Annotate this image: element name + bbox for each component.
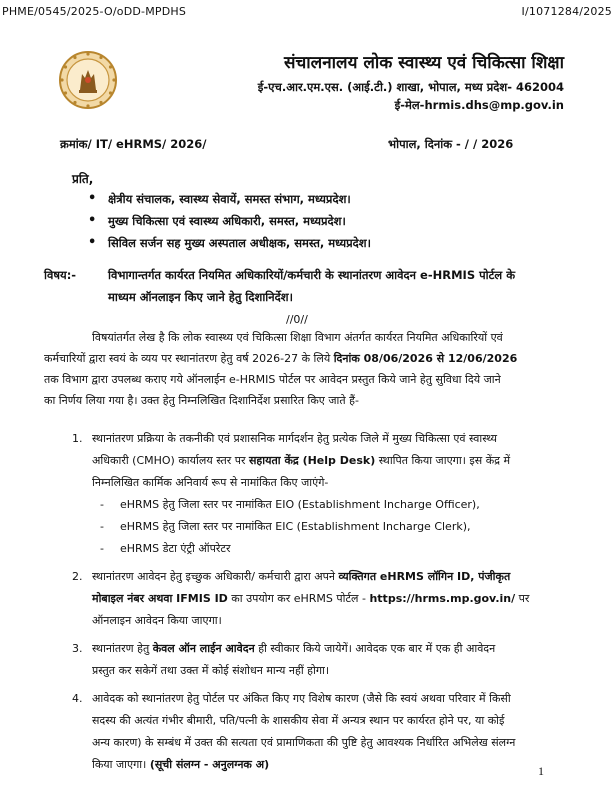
guideline-line: किया जाएगा। (सूची संलग्न - अनुलग्नक अ): [92, 758, 270, 771]
nominated-staff-item: - eHRMS हेतु जिला स्तर पर नामांकित EIC (Establishment Incharge Clerk),: [100, 520, 471, 533]
subject-line: माध्यम ऑनलाइन किए जाने हेतु दिशानिर्देश।: [108, 290, 293, 304]
guideline-line: 4. आवेदक को स्थानांतरण हेतु पोर्टल पर अंकित किए गए विशेष कारण (जैसे कि स्वयं अथवा परिवार में किसी: [92, 688, 529, 710]
guideline-line: अधिकारी (CMHO) कार्यालय स्तर पर सहायता केंद्र (Help Desk) स्थापित किया जाएगा। इस केंद्र में: [92, 454, 511, 467]
intro-paragraph-line: कर्मचारियों द्वारा स्वयं के व्यय पर स्थानांतरण हेतु वर्ष 2026-27 के लिये दिनांक 08/06/2026 से 12/06/2026: [44, 352, 518, 365]
nominated-staff-item: - eHRMS डेटा एंट्री ऑपरेटर: [100, 542, 231, 555]
place-and-date: भोपाल, दिनांक - / / 2026: [388, 137, 514, 151]
guideline-line: 1. स्थानांतरण प्रक्रिया के तकनीकी एवं प्रशासनिक मार्गदर्शन हेतु प्रत्येक जिले में मुख्य चिकित्सा एवं स्वास्थ्य: [92, 428, 529, 450]
guideline-number: 2.: [72, 570, 83, 583]
government-emblem-logo: [58, 50, 118, 110]
recipient-item: • सिविल सर्जन सह मुख्य अस्पताल अधीक्षक, समस्त, मध्यप्रदेश।: [88, 232, 371, 254]
page-number: 1: [538, 764, 544, 778]
guideline-line: 2. स्थानांतरण आवेदन हेतु इच्छुक अधिकारी/ कर्मचारी द्वारा अपने व्यक्तिगत eHRMS लॉगिन ID, पंजीकृत: [92, 566, 529, 588]
subject-label: विषय:-: [44, 268, 77, 282]
intro-paragraph-line: तक विभाग द्वारा उपलब्ध कराए गये ऑनलाईन e-HRMIS पोर्टल पर आवेदन प्रस्तुत किये जाने हेतु सुविधा दिये जाने: [44, 373, 501, 386]
recipient-item: • मुख्य चिकित्सा एवं स्वास्थ्य अधिकारी, समस्त, मध्यप्रदेश।: [88, 210, 371, 232]
guideline-number: 4.: [72, 692, 83, 705]
guideline-line: अन्य कारण) के सम्बंध में उक्त की सत्यता एवं प्रामाणिकता की पुष्टि हेतु आवश्यक निर्धारित अभिलेख संलग्न: [92, 736, 516, 749]
intro-paragraph-line: विषयांतर्गत लेख है कि लोक स्वास्थ्य एवं चिकित्सा शिक्षा विभाग अंतर्गत कार्यरत नियमित अधिकारियों एवं: [92, 331, 503, 344]
subject-line: विभागान्तर्गत कार्यरत नियमित अधिकारियों/कर्मचारी के स्थानांतरण आवेदन e-HRMIS पोर्टल के: [108, 268, 516, 282]
recipient-item: • क्षेत्रीय संचालक, स्वास्थ्य सेवायें, समस्त संभाग, मध्यप्रदेश।: [88, 188, 371, 210]
organization-branch-address: ई-एच.आर.एम.एस. (आई.टी.) शाखा, भोपाल, मध्य प्रदेश- 462004: [257, 80, 564, 94]
application-date-range: दिनांक 08/06/2026 से 12/06/2026: [333, 352, 518, 365]
guideline-line: मोबाइल नंबर अथवा IFMIS ID का उपयोग कर eHRMS पोर्टल - https://hrms.mp.gov.in/ पर: [92, 592, 530, 605]
guideline-number: 1.: [72, 432, 83, 445]
annexure-reference: (सूची संलग्न - अनुलग्नक अ): [149, 758, 270, 771]
nominated-staff-item: - eHRMS हेतु जिला स्तर पर नामांकित EIO (Establishment Incharge Officer),: [100, 498, 480, 511]
recipients-list: [88, 188, 371, 254]
section-separator: //0//: [286, 313, 308, 326]
guideline-line: ऑनलाइन आवेदन किया जाएगा।: [92, 614, 222, 627]
recipients-label: प्रति,: [72, 172, 94, 186]
guideline-number: 3.: [72, 642, 83, 655]
order-number: क्रमांक/ IT/ eHRMS/ 2026/: [60, 137, 207, 151]
guideline-line: प्रस्तुत कर सकेगें तथा उक्त में कोई संशोधन मान्य नहीं होगा।: [92, 664, 330, 677]
organization-email: ई-मेल-hrmis.dhs@mp.gov.in: [394, 98, 564, 112]
portal-url-link[interactable]: https://hrms.mp.gov.in/: [369, 592, 516, 605]
guideline-line: 3. स्थानांतरण हेतु केवल ऑन लाईन आवेदन ही स्वीकार किये जायेगें। आवेदक एक बार में एक ही आवेदन: [92, 638, 529, 660]
reference-number-left: PHME/0545/2025-O/oDD-MPDHS: [2, 5, 187, 18]
guidelines-list: [72, 428, 530, 776]
organization-title: संचालनालय लोक स्वास्थ्य एवं चिकित्सा शिक्षा: [283, 53, 564, 73]
intro-paragraph-line: का निर्णय लिया गया है। उक्त हेतु निम्नलिखित दिशानिर्देश प्रसारित किए जाते हैं-: [44, 394, 359, 407]
guideline-line: निम्नलिखित कार्मिक अनिवार्य रूप से नामांकित किए जाएंगे-: [92, 476, 329, 489]
guideline-line: सदस्य की अत्यंत गंभीर बीमारी, पति/पत्नी के शासकीय सेवा में अन्यत्र स्थान पर कार्यरत होने पर, या कोई: [92, 714, 505, 727]
reference-number-right: I/1071284/2025: [521, 5, 612, 18]
